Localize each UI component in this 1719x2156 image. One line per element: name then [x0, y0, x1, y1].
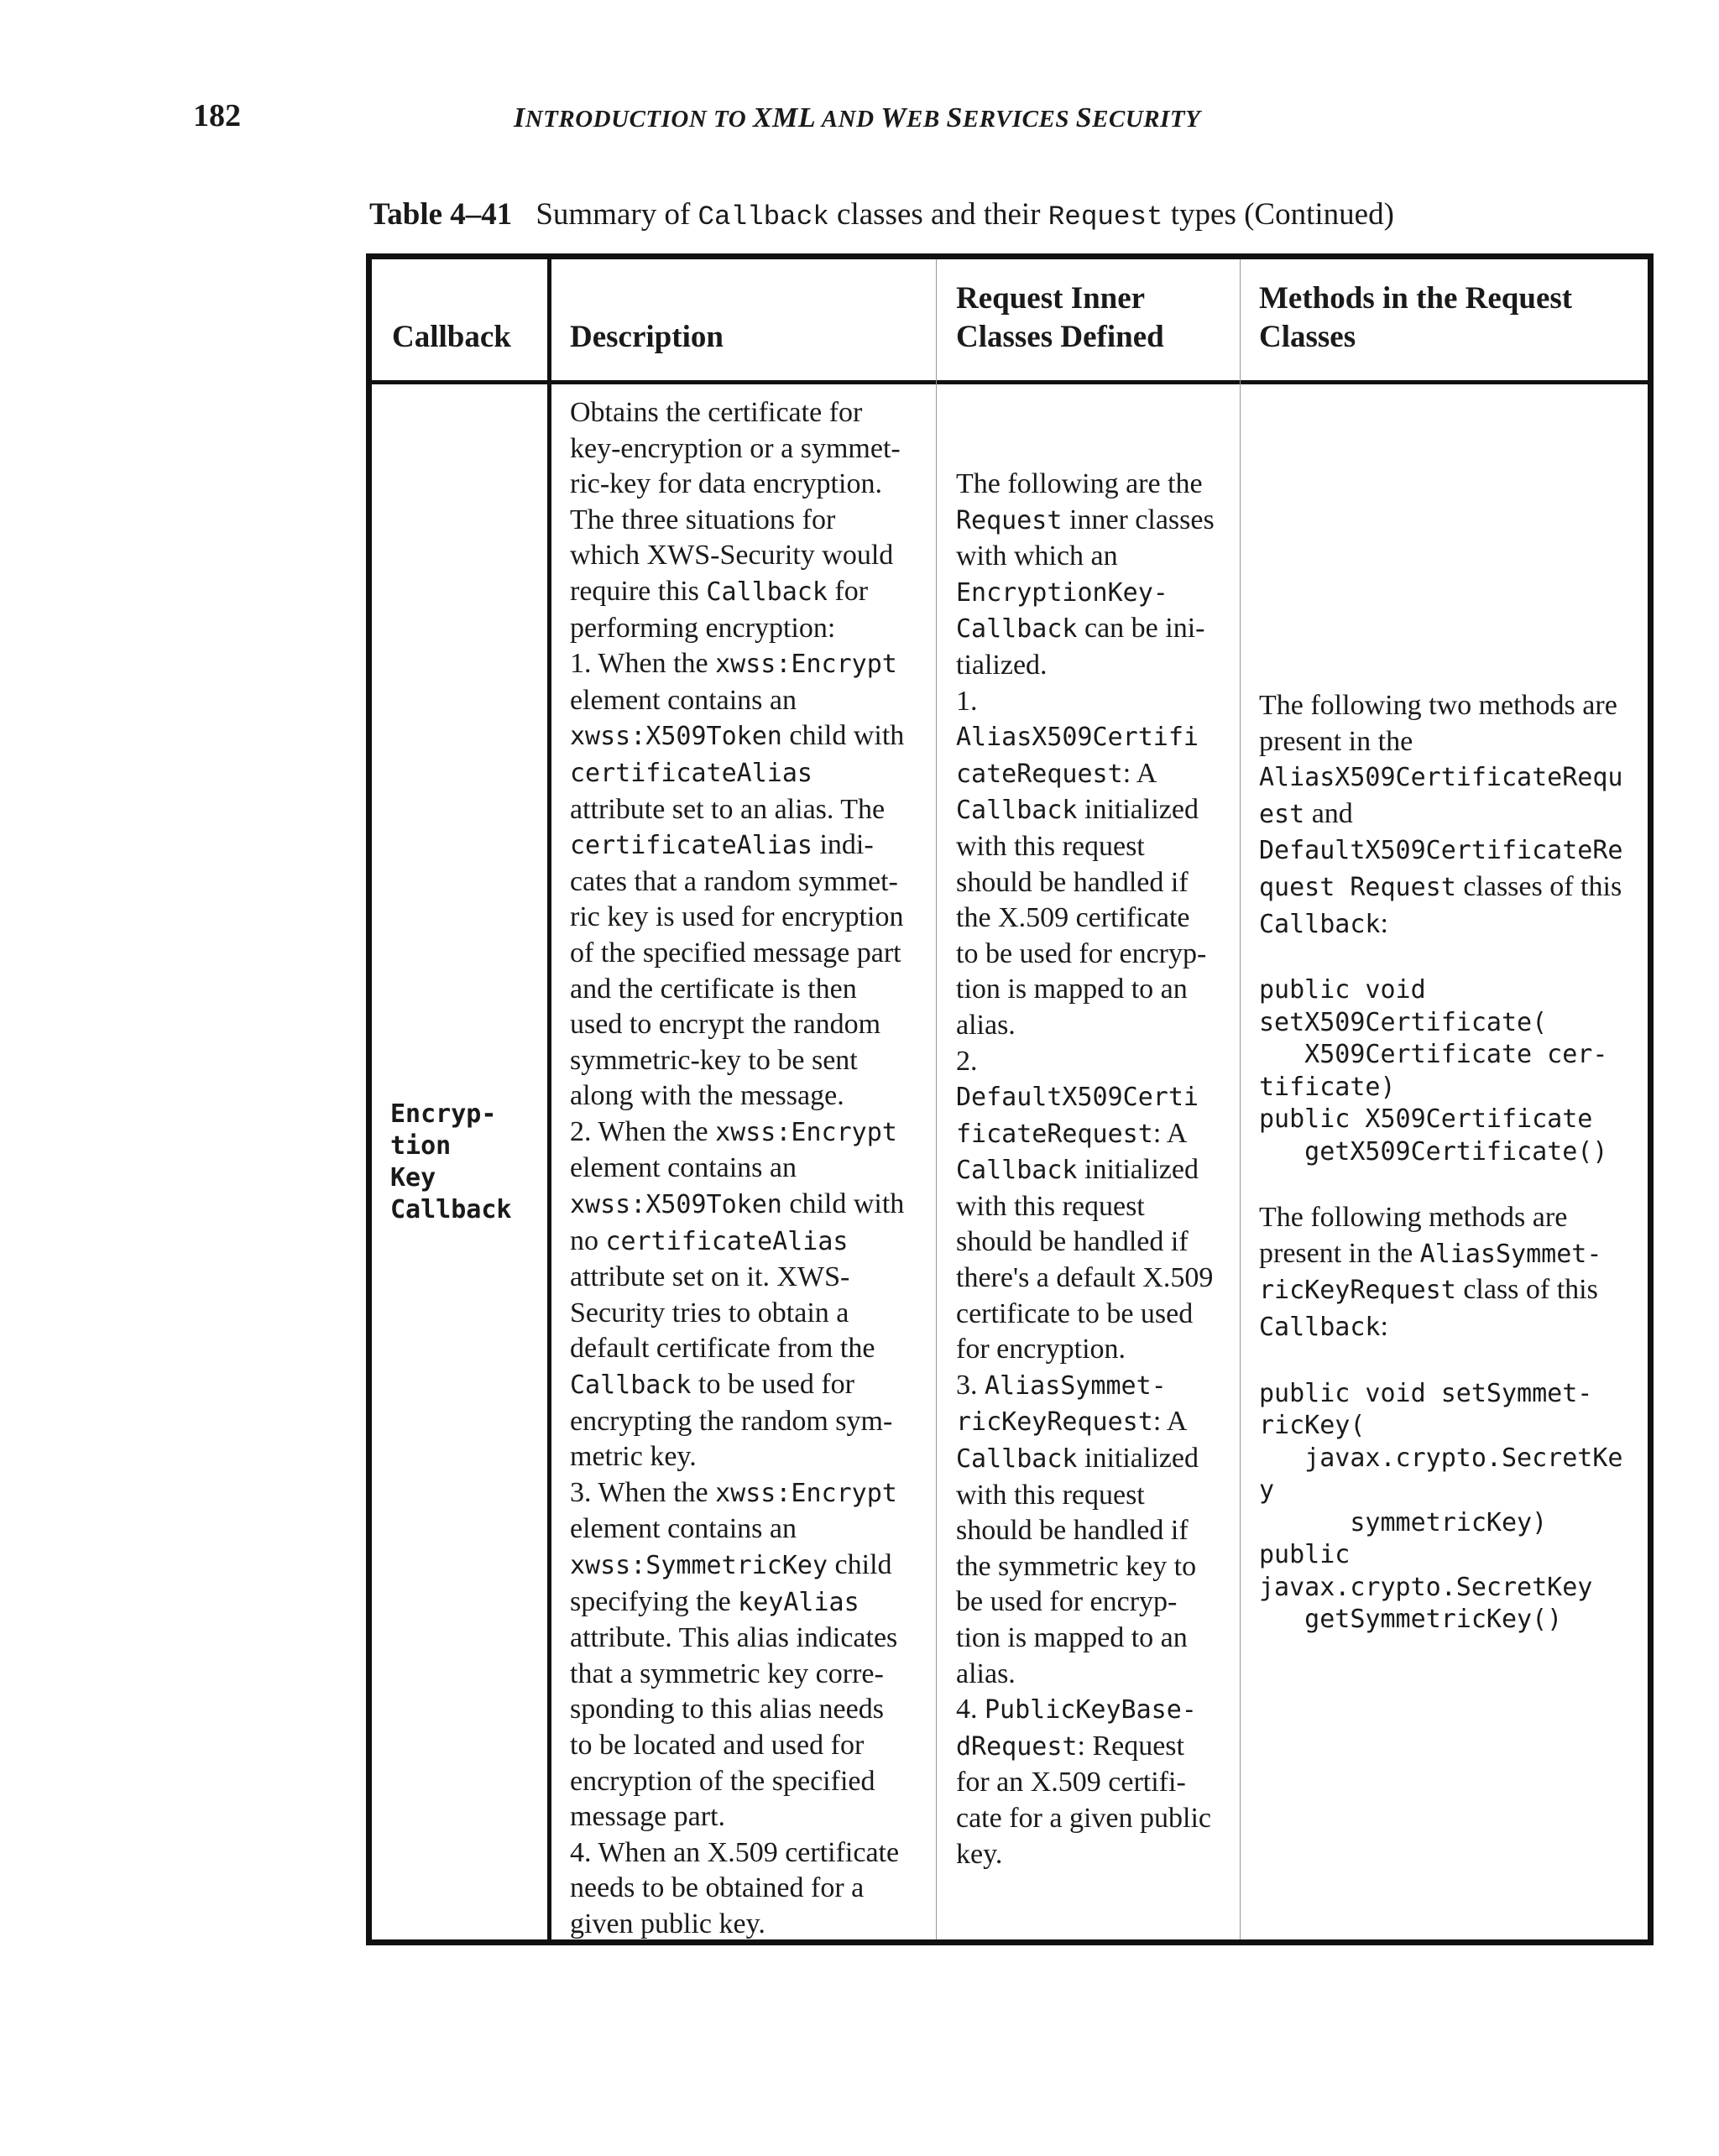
methods-code-x509 — [1259, 974, 1622, 1168]
inner-class-line: tialized. — [956, 649, 1048, 681]
code-line: getSymmetricKey() — [1259, 1605, 1563, 1635]
methods-text-line: Callback: — [1259, 1310, 1388, 1342]
methods-text-line: present in the AliasSymmet- — [1259, 1237, 1602, 1269]
code-line: public void setSymmet- — [1259, 1378, 1593, 1408]
code-line: X509Certificate cer- — [1259, 1040, 1608, 1070]
description-line: 1. When the xwss:Encrypt — [570, 648, 897, 680]
description-line: Callback to be used for — [570, 1369, 855, 1401]
description-line: key-encryption or a symmet- — [570, 432, 901, 464]
running-head: INTRODUCTION TO XML AND WEB SERVICES SECURITY — [514, 102, 1201, 133]
description-line: along with the message. — [570, 1080, 844, 1112]
description-line: Obtains the certificate for — [570, 397, 863, 428]
description-line: encrypting the random sym- — [570, 1405, 893, 1437]
description-line: symmetric-key to be sent — [570, 1044, 858, 1076]
inner-class-line: there's a default X.509 — [956, 1262, 1214, 1294]
description-line: encryption of the specified — [570, 1765, 875, 1797]
methods-text-line: ricKeyRequest class of this — [1259, 1274, 1598, 1306]
header-rule — [372, 380, 1648, 384]
code-line: getX509Certificate() — [1259, 1136, 1608, 1167]
header-request-inner-classes: Request Inner Classes Defined — [956, 281, 1164, 354]
description-line: 3. When the xwss:Encrypt — [570, 1476, 897, 1508]
description-line: 2. When the xwss:Encrypt — [570, 1115, 897, 1147]
inner-class-line: be used for encryp- — [956, 1586, 1178, 1618]
methods-text-line: The following two methods are — [1259, 690, 1617, 721]
inner-class-line: 1. — [956, 685, 978, 717]
description-line: certificateAlias indi- — [570, 829, 874, 861]
inner-class-line: should be handled if — [956, 1515, 1189, 1547]
inner-class-line: certificate to be used — [956, 1297, 1194, 1329]
inner-class-line: DefaultX509Certi — [956, 1083, 1199, 1113]
callback-name-line: Callback — [390, 1195, 512, 1224]
code-line: public X509Certificate — [1259, 1104, 1593, 1135]
description-line: given public key. — [570, 1908, 765, 1939]
description-line: to be located and used for — [570, 1729, 865, 1761]
methods-text-line: present in the — [1259, 725, 1413, 757]
description-line: used to encrypt the random — [570, 1009, 881, 1041]
methods-text-line: quest Request classes of this — [1259, 870, 1622, 902]
description-line: sponding to this alias needs — [570, 1694, 884, 1725]
page-number: 182 — [193, 98, 241, 133]
inner-class-line: should be handled if — [956, 1226, 1189, 1258]
inner-class-line: cateRequest: A — [956, 757, 1157, 789]
code-line: javax.crypto.SecretKey — [1259, 1572, 1593, 1602]
inner-class-line: should be handled if — [956, 866, 1189, 898]
inner-class-line: Callback initialized — [956, 1443, 1199, 1475]
table-label: Table 4–41 — [369, 197, 513, 232]
header-methods: Methods in the Request Classes — [1259, 281, 1573, 354]
methods-text-line: AliasX509CertificateRequ — [1259, 763, 1623, 793]
description-line: and the certificate is then — [570, 973, 857, 1005]
callback-name — [390, 1099, 512, 1226]
methods-text-line: DefaultX509CertificateRe — [1259, 836, 1623, 866]
inner-class-line: ricKeyRequest: A — [956, 1406, 1188, 1438]
description-line: attribute set on it. XWS- — [570, 1261, 850, 1293]
column-divider — [936, 259, 937, 1939]
description-line: certificateAlias — [570, 758, 812, 788]
methods-cell — [1259, 688, 1622, 1637]
description-line: default certificate from the — [570, 1333, 875, 1365]
callback-name-line: tion — [390, 1131, 452, 1161]
column-divider — [1240, 259, 1241, 1939]
code-line: javax.crypto.SecretKe — [1259, 1443, 1623, 1473]
code-line: tificate) — [1259, 1072, 1396, 1102]
inner-class-line: Request inner classes — [956, 504, 1215, 535]
inner-class-line: the X.509 certificate — [956, 902, 1190, 934]
description-line: ric-key for data encryption. — [570, 468, 882, 500]
inner-class-line: 3. AliasSymmet- — [956, 1369, 1167, 1401]
description-line: metric key. — [570, 1441, 697, 1473]
description-line: xwss:X509Token child with — [570, 720, 905, 752]
column-divider — [547, 259, 551, 1939]
inner-class-line: Callback can be ini- — [956, 613, 1205, 645]
description-line: cates that a random symmet- — [570, 865, 898, 897]
description-line: attribute set to an alias. The — [570, 793, 886, 825]
description-line: no certificateAlias — [570, 1224, 849, 1256]
inner-class-line: the symmetric key to — [956, 1550, 1197, 1582]
inner-class-line: with which an — [956, 540, 1118, 572]
description-line: specifying the keyAlias — [570, 1585, 860, 1617]
description-line: needs to be obtained for a — [570, 1872, 865, 1904]
inner-classes-cell — [956, 467, 1215, 1872]
inner-class-line: alias. — [956, 1009, 1016, 1041]
table-caption: Table 4–41 Summary of Callback classes and their Request types (Continued) — [369, 197, 1394, 232]
description-line: 4. When an X.509 certificate — [570, 1836, 900, 1868]
inner-class-line: AliasX509Certifi — [956, 723, 1199, 753]
inner-class-line: tion is mapped to an — [956, 1622, 1188, 1653]
description-line: require this Callback for — [570, 575, 869, 607]
description-line: ric key is used for encryption — [570, 901, 904, 933]
callback-name-line: Encryp- — [390, 1099, 497, 1129]
inner-class-line: key. — [956, 1838, 1003, 1870]
inner-class-line: ficateRequest: A — [956, 1117, 1188, 1149]
description-line: of the specified message part — [570, 937, 901, 968]
methods-text-line: est and — [1259, 797, 1353, 829]
code-line: ricKey( — [1259, 1411, 1366, 1441]
header-callback: Callback — [392, 320, 511, 354]
inner-class-line: with this request — [956, 830, 1145, 862]
header-description: Description — [570, 320, 724, 354]
inner-class-line: with this request — [956, 1479, 1145, 1511]
inner-class-line: for encryption. — [956, 1334, 1126, 1365]
description-line: element contains an — [570, 1152, 797, 1184]
description-line: attribute. This alias indicates — [570, 1622, 898, 1654]
inner-class-line: EncryptionKey- — [956, 577, 1168, 608]
description-line: The three situations for — [570, 504, 836, 535]
inner-class-line: cate for a given public — [956, 1802, 1211, 1834]
methods-text-line: The following methods are — [1259, 1202, 1568, 1234]
callback-name-line: Key — [390, 1163, 436, 1193]
methods-intro-alias-default — [1259, 688, 1622, 942]
inner-class-line: to be used for encryp- — [956, 937, 1207, 969]
description-line: message part. — [570, 1801, 726, 1833]
code-line: y — [1259, 1475, 1275, 1506]
inner-class-line: tion is mapped to an — [956, 974, 1188, 1005]
inner-class-line: Callback initialized — [956, 1154, 1199, 1186]
inner-class-line: alias. — [956, 1657, 1016, 1689]
methods-text-line: Callback: — [1259, 907, 1388, 939]
description-line: performing encryption: — [570, 612, 836, 644]
inner-class-line: The following are the — [956, 468, 1203, 499]
inner-class-line: for an X.509 certifi- — [956, 1767, 1186, 1798]
description-line: element contains an — [570, 684, 797, 716]
description-cell — [570, 395, 904, 1943]
inner-class-line: 4. PublicKeyBase- — [956, 1694, 1197, 1725]
code-line: setX509Certificate( — [1259, 1007, 1548, 1037]
inner-class-line: dRequest: Request — [956, 1730, 1184, 1762]
description-line: element contains an — [570, 1513, 797, 1545]
inner-class-line: 2. — [956, 1045, 978, 1077]
description-line: xwss:X509Token child with — [570, 1188, 905, 1220]
methods-intro-symmetric — [1259, 1200, 1622, 1345]
methods-code-symmetric — [1259, 1378, 1622, 1637]
callback-summary-table — [366, 253, 1654, 1945]
code-line: public — [1259, 1540, 1351, 1570]
description-line: which XWS-Security would — [570, 540, 894, 572]
description-line: Security tries to obtain a — [570, 1297, 849, 1329]
code-line: public void — [1259, 975, 1426, 1005]
description-line: that a symmetric key corre- — [570, 1657, 884, 1689]
inner-class-line: Callback initialized — [956, 794, 1199, 826]
code-line: symmetricKey) — [1259, 1507, 1548, 1537]
description-line: xwss:SymmetricKey child — [570, 1549, 892, 1580]
inner-class-line: with this request — [956, 1190, 1145, 1222]
